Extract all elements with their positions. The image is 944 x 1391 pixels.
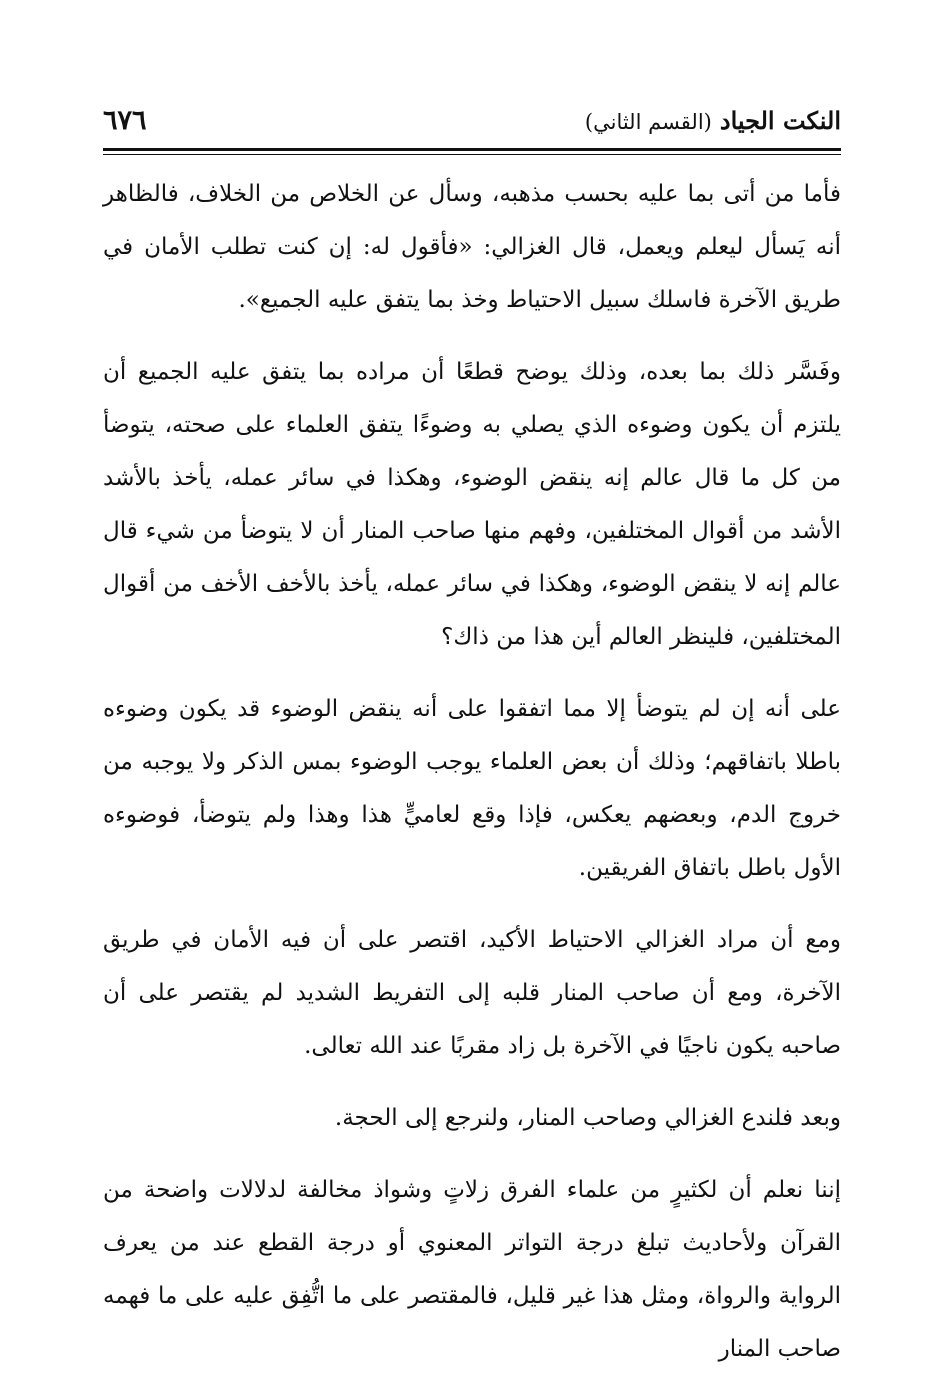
header-rule-thin [103, 154, 841, 155]
running-title-main: النكت الجياد [719, 105, 841, 135]
paragraph-1: فأما من أتى بما عليه بحسب مذهبه، وسأل عن الخلاص من الخلاف، فالظاهر أنه يَسأل ليعلم ويعمل، قال الغزالي: «فأقول له: إن كنت تطلب الأمان في طريق الآخرة فاسلك سبيل الاحتياط وخذ بما يتفق عليه الجميع». [103, 181, 841, 313]
page-number: ٦٧٦ [103, 104, 147, 136]
page-body [103, 168, 841, 1376]
paragraph-4: ومع أن مراد الغزالي الاحتياط الأكيد، اقتصر على أن فيه الأمان في طريق الآخرة، ومع أن صاحب المنار قلبه إلى التفريط الشديد لم يقتصر على أن صاحبه يكون ناجيًا في الآخرة بل زاد مقربًا عند الله تعالى. [103, 927, 841, 1059]
running-title [585, 106, 841, 135]
paragraph-2: وفَسَّر ذلك بما بعده، وذلك يوضح قطعًا أن مراده بما يتفق عليه الجميع أن يلتزم أن يكون وضوءه الذي يصلي به وضوءًا يتفق العلماء على صحته، يتوضأ من كل ما قال عالم إنه ينقض الوضوء، وهكذا في سائر عمله، يأخذ بالأشد الأشد من أقوال المختلفين، وفهم منها صاحب المنار أن لا يتوضأ من شيء قال عالم إنه لا ينقض الوضوء، وهكذا في سائر عمله، يأخذ بالأخف الأخف من أقوال المختلفين، فلينظر العالم أين هذا من ذاك؟ [103, 359, 841, 650]
paragraph-6: إننا نعلم أن لكثيرٍ من علماء الفرق زلاتٍ وشواذ مخالفة لدلالات واضحة من القرآن ولأحاديث تبلغ درجة التواتر المعنوي أو درجة القطع عند من يعرف الرواية والرواة، ومثل هذا غير قليل، فالمقتصر على ما اتُّفِق عليه على ما فهمه صاحب المنار [103, 1177, 841, 1362]
paragraph-5: وبعد فلندع الغزالي وصاحب المنار، ولنرجع إلى الحجة. [334, 1105, 841, 1131]
running-title-sub: (القسم الثاني) [584, 109, 712, 134]
paragraph-3: على أنه إن لم يتوضأ إلا مما اتفقوا على أنه ينقض الوضوء قد يكون وضوءه باطلا باتفاقهم؛ وذلك أن بعض العلماء يوجب الوضوء بمس الذكر ولا يوجبه من خروج الدم، وبعضهم يعكس، فإذا وقع لعاميٍّ هذا وهذا ولم يتوضأ، فوضوءه الأول باطل باتفاق الفريقين. [103, 696, 841, 881]
page-header [103, 96, 841, 144]
header-rule-thick [103, 148, 841, 151]
